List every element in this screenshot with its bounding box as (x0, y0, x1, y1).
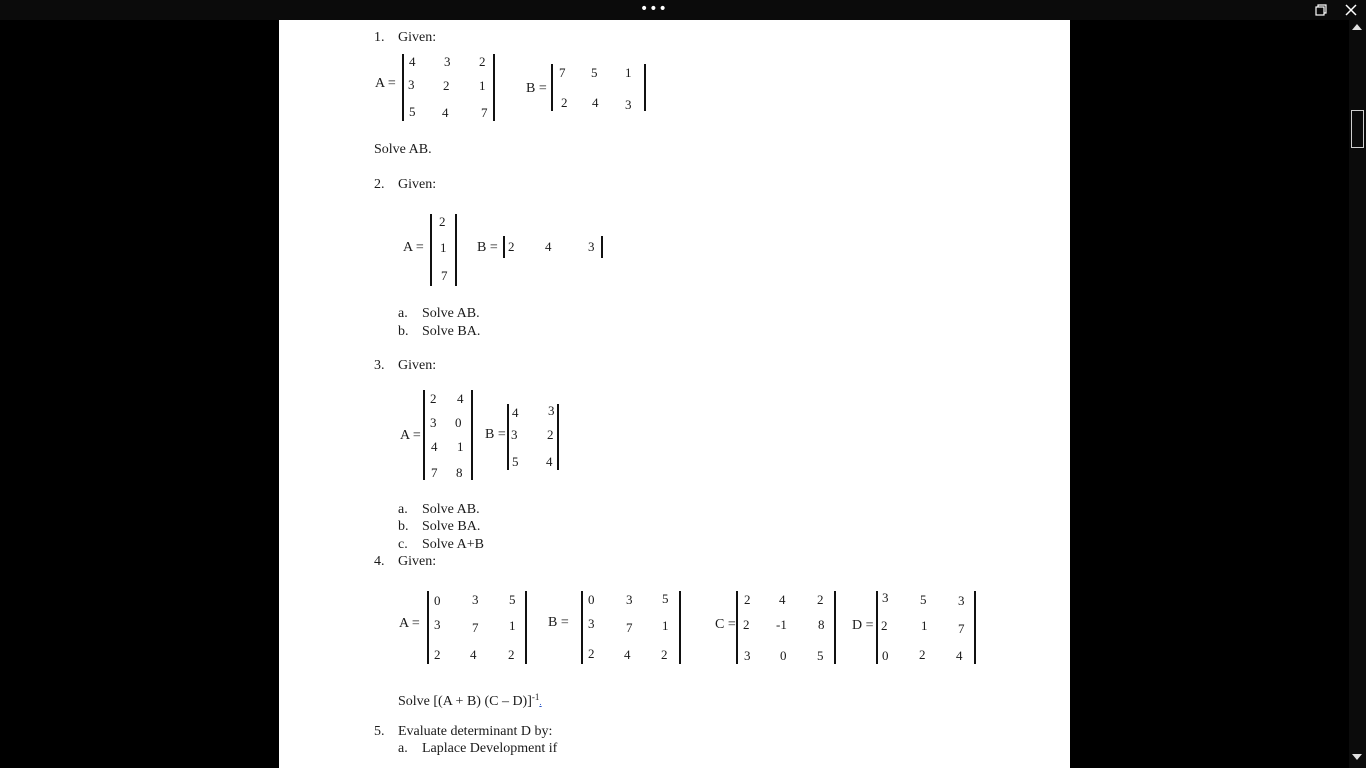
matrix-cell: 1 (662, 618, 669, 633)
q4-d-label: D = (852, 618, 874, 633)
scroll-down-arrow-icon[interactable] (1352, 754, 1362, 760)
matrix-bracket (736, 591, 738, 664)
q3-number: 3. (374, 358, 385, 373)
matrix-cell: 7 (958, 621, 965, 636)
matrix-cell: 3 (588, 239, 595, 254)
q4-number: 4. (374, 554, 385, 569)
matrix-bracket (507, 404, 509, 470)
matrix-cell: 3 (511, 427, 518, 442)
matrix-bracket (402, 54, 404, 121)
matrix-cell: 7 (441, 268, 448, 283)
matrix-cell: 3 (882, 590, 889, 605)
matrix-cell: 2 (744, 592, 751, 607)
matrix-cell: -1 (776, 617, 787, 632)
matrix-cell: 2 (743, 617, 750, 632)
matrix-cell: 2 (479, 54, 486, 69)
matrix-cell: 8 (456, 465, 463, 480)
matrix-cell: 3 (548, 403, 555, 418)
q1-number: 1. (374, 30, 385, 45)
matrix-bracket (679, 591, 681, 664)
matrix-cell: 4 (545, 239, 552, 254)
q2-a-label: A = (403, 240, 424, 255)
matrix-cell: 7 (626, 620, 633, 635)
matrix-cell: 3 (408, 77, 415, 92)
matrix-cell: 2 (434, 647, 441, 662)
q1-given: Given: (398, 30, 437, 45)
matrix-cell: 2 (547, 427, 554, 442)
matrix-bracket (644, 64, 646, 111)
matrix-cell: 5 (817, 648, 824, 663)
q3-task-text: Solve AB. (422, 502, 480, 517)
matrix-cell: 3 (744, 648, 751, 663)
matrix-bracket (974, 591, 976, 664)
q5-number: 5. (374, 724, 385, 739)
q4-c-label: C = (715, 617, 736, 632)
matrix-cell: 8 (818, 617, 825, 632)
q3-task-letter: c. (398, 537, 408, 552)
q2-number: 2. (374, 177, 385, 192)
matrix-cell: 3 (958, 593, 965, 608)
matrix-cell: 2 (817, 592, 824, 607)
q2-task-letter: b. (398, 324, 409, 339)
matrix-cell: 2 (508, 647, 515, 662)
q4-task-end: . (539, 697, 542, 707)
matrix-cell: 5 (512, 454, 519, 469)
more-options-icon[interactable]: ••• (640, 1, 668, 17)
close-icon[interactable] (1344, 3, 1358, 17)
q3-a-label: A = (400, 428, 421, 443)
matrix-cell: 4 (442, 105, 449, 120)
matrix-cell: 1 (509, 618, 516, 633)
q4-task-main: Solve [(A + B) (C – D)] (398, 694, 532, 709)
matrix-cell: 2 (443, 78, 450, 93)
matrix-cell: 3 (444, 54, 451, 69)
matrix-bracket (876, 591, 878, 664)
matrix-cell: 1 (457, 439, 464, 454)
q4-task-superscript: -1 (531, 692, 540, 702)
q5-task-text: Laplace Development if (422, 741, 558, 756)
matrix-cell: 5 (662, 591, 669, 606)
matrix-cell: 4 (431, 439, 438, 454)
matrix-cell: 4 (956, 648, 963, 663)
matrix-cell: 2 (881, 618, 888, 633)
matrix-cell: 1 (479, 78, 486, 93)
q3-b-label: B = (485, 427, 506, 442)
matrix-cell: 4 (624, 647, 631, 662)
matrix-cell: 7 (472, 620, 479, 635)
matrix-cell: 3 (434, 617, 441, 632)
matrix-cell: 5 (591, 65, 598, 80)
matrix-cell: 4 (470, 647, 477, 662)
matrix-cell: 0 (434, 593, 441, 608)
matrix-cell: 2 (588, 646, 595, 661)
matrix-cell: 7 (431, 465, 438, 480)
matrix-cell: 2 (430, 391, 437, 406)
matrix-bracket (455, 214, 457, 286)
matrix-cell: 3 (625, 97, 632, 112)
matrix-cell: 1 (625, 65, 632, 80)
matrix-bracket (471, 390, 473, 480)
q3-task-text: Solve A+B (422, 537, 484, 552)
matrix-cell: 4 (457, 391, 464, 406)
matrix-cell: 0 (780, 648, 787, 663)
matrix-cell: 5 (409, 104, 416, 119)
matrix-cell: 5 (920, 592, 927, 607)
q3-task-letter: b. (398, 519, 409, 534)
scrollbar-thumb[interactable] (1351, 110, 1364, 148)
q1-task: Solve AB. (374, 142, 432, 157)
q5-task-letter: a. (398, 741, 408, 756)
matrix-cell: 3 (430, 415, 437, 430)
matrix-bracket (525, 591, 527, 664)
matrix-cell: 0 (882, 648, 889, 663)
matrix-bracket (427, 591, 429, 664)
matrix-cell: 0 (588, 592, 595, 607)
matrix-cell: 3 (626, 592, 633, 607)
matrix-cell: 0 (455, 415, 462, 430)
matrix-cell: 1 (921, 618, 928, 633)
q2-b-label: B = (477, 240, 498, 255)
q5-text: Evaluate determinant D by: (398, 724, 553, 739)
matrix-bracket (834, 591, 836, 664)
q2-task-text: Solve AB. (422, 306, 480, 321)
matrix-cell: 2 (919, 647, 926, 662)
q3-given: Given: (398, 358, 437, 373)
q4-b-label: B = (548, 615, 569, 630)
q4-given: Given: (398, 554, 437, 569)
q2-task-letter: a. (398, 306, 408, 321)
matrix-cell: 2 (661, 647, 668, 662)
matrix-bracket (551, 64, 553, 111)
matrix-bracket (503, 236, 505, 258)
matrix-bracket (423, 390, 425, 480)
q3-task-text: Solve BA. (422, 519, 481, 534)
matrix-bracket (581, 591, 583, 664)
q1-a-label: A = (375, 76, 396, 91)
matrix-cell: 1 (440, 240, 447, 255)
matrix-bracket (493, 54, 495, 121)
q4-task (398, 689, 542, 710)
q2-task-text: Solve BA. (422, 324, 481, 339)
matrix-cell: 2 (508, 239, 515, 254)
q2-given: Given: (398, 177, 437, 192)
matrix-bracket (557, 404, 559, 470)
matrix-cell: 2 (439, 214, 446, 229)
restore-window-icon[interactable] (1315, 4, 1327, 16)
q4-a-label: A = (399, 616, 420, 631)
matrix-cell: 4 (546, 454, 553, 469)
matrix-cell: 4 (409, 54, 416, 69)
q1-b-label: B = (526, 81, 547, 96)
matrix-cell: 7 (559, 65, 566, 80)
matrix-cell: 2 (561, 95, 568, 110)
matrix-cell: 4 (512, 405, 519, 420)
matrix-cell: 4 (779, 592, 786, 607)
matrix-bracket (601, 236, 603, 258)
matrix-cell: 4 (592, 95, 599, 110)
matrix-bracket (430, 214, 432, 286)
q3-task-letter: a. (398, 502, 408, 517)
matrix-cell: 7 (481, 105, 488, 120)
matrix-cell: 5 (509, 592, 516, 607)
document-page (279, 20, 1070, 768)
scroll-up-arrow-icon[interactable] (1352, 24, 1362, 30)
matrix-cell: 3 (472, 592, 479, 607)
window-title-bar (0, 0, 1366, 20)
matrix-cell: 3 (588, 616, 595, 631)
